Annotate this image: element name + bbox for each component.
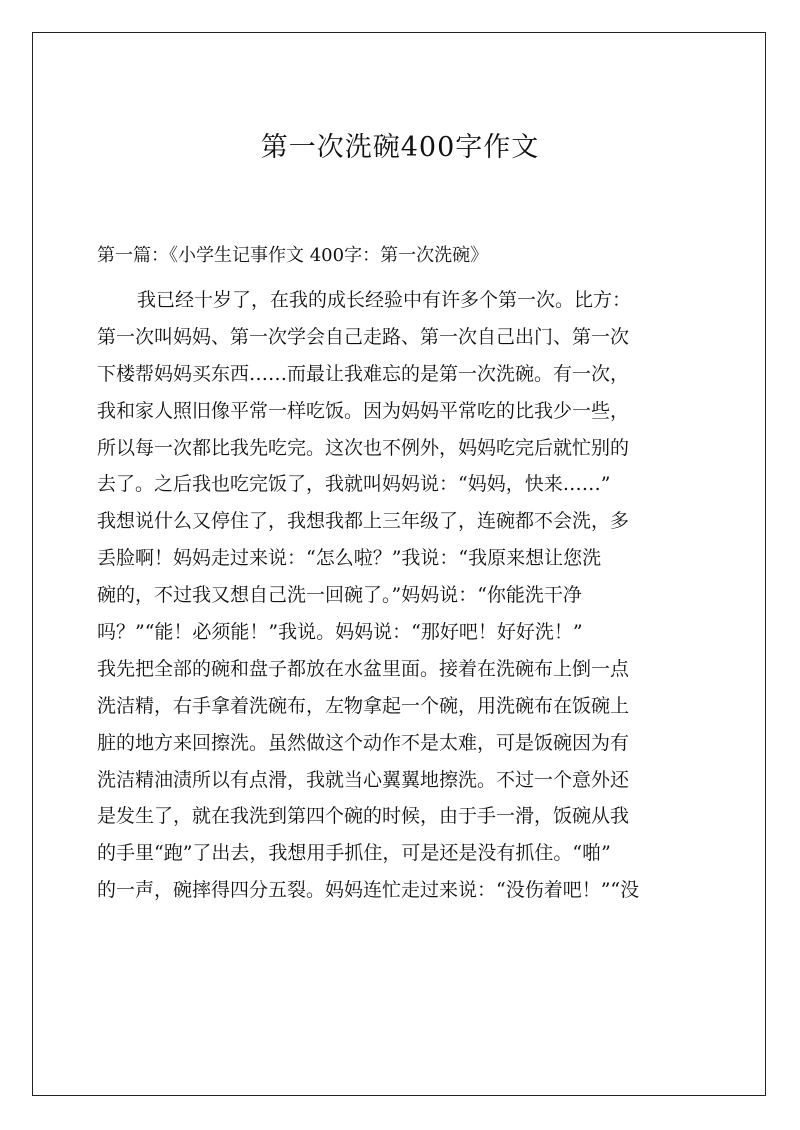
body-line: 洗洁精，右手拿着洗碗布，左物拿起一个碗，用洗碗布在饭碗上: [97, 694, 630, 717]
body-line: 我想说什么又停住了，我想我都上三年级了，连碗都不会洗，多: [97, 510, 630, 533]
section-heading: 第一篇：《小学生记事作文 400字：第一次洗碗》: [97, 245, 489, 266]
body-line: 的手里“跑”了出去，我想用手抓住，可是还是没有抓住。“啪”: [97, 842, 611, 865]
body-line: 脏的地方来回擦洗。虽然做这个动作不是太难，可是饭碗因为有: [97, 731, 630, 754]
body-line: 碗的，不过我又想自己洗一回碗了。”妈妈说：“你能洗干净: [97, 584, 582, 607]
body-line: 下楼帮妈妈买东西……而最让我难忘的是第一次洗碗。有一次，: [97, 362, 630, 385]
body-line: 丢脸啊！妈妈走过来说：“怎么啦？”我说：“我原来想让您洗: [97, 547, 602, 570]
body-line: 洗洁精油渍所以有点滑，我就当心翼翼地擦洗。不过一个意外还: [97, 768, 630, 791]
document-title: 第一次洗碗400字作文: [260, 132, 540, 163]
body-line: 我先把全部的碗和盘子都放在水盆里面。接着在洗碗布上倒一点: [97, 657, 630, 680]
body-line: 我和家人照旧像平常一样吃饭。因为妈妈平常吃的比我少一些，: [97, 399, 630, 422]
body-line: 是发生了，就在我洗到第四个碗的时候，由于手一滑，饭碗从我: [97, 805, 630, 828]
body-line: 的一声，碗摔得四分五裂。妈妈连忙走过来说：“没伤着吧！”“没: [97, 879, 640, 902]
article-body: [97, 282, 717, 909]
body-line: 我已经十岁了，在我的成长经验中有许多个第一次。比方：: [137, 289, 632, 311]
body-line: 吗？”“能！必须能！”我说。妈妈说：“那好吧！好好洗！”: [97, 621, 583, 644]
body-line: 所以每一次都比我先吃完。这次也不例外，妈妈吃完后就忙别的: [97, 436, 630, 459]
body-line: 去了。之后我也吃完饭了，我就叫妈妈说：“妈妈，快来……”: [97, 473, 611, 496]
body-line: 第一次叫妈妈、第一次学会自己走路、第一次自己出门、第一次: [97, 325, 630, 348]
